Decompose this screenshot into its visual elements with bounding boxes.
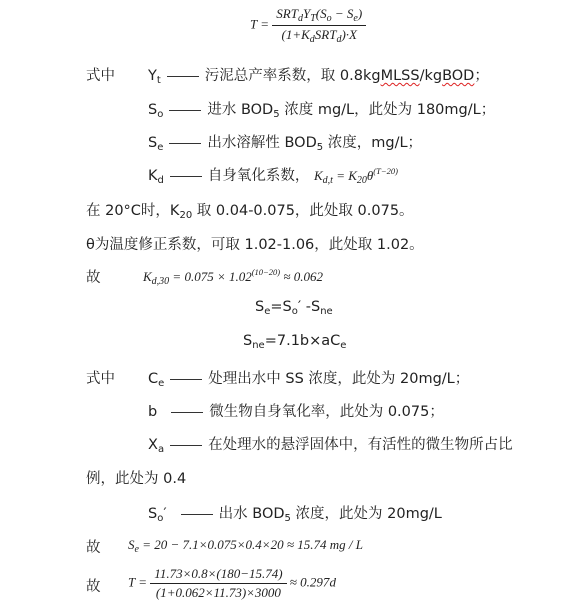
t-calc: T = $\frac{11.73\times 0.8\times(180-15.74)}{(1+0.062\times 11.73)\times 3000}$ ≈ 0.297d: [128, 566, 336, 600]
line-theta: θ为温度修正系数，可取 1.02-1.06，此处取 1.02。: [86, 237, 424, 253]
dash: [170, 176, 202, 177]
def-ce: $C_e$ 处理出水中 SS 浓度，此处为 20mg/L；: [148, 371, 470, 389]
sne-equation: $S_{ne}=7.1b\times aC_e$: [243, 333, 347, 351]
formula-T-fraction: [272, 6, 366, 45]
def-yt: $Y_t$ 污泥总产率系数，取 0.8kgMLSS/kgBOD；: [148, 68, 489, 86]
def-so-prime: $S_o'$ 出水 $BOD_5$ 浓度，此处为 20mg/L: [148, 506, 442, 524]
where-label-2: 式中: [86, 371, 115, 387]
t-calc-numerator: 11.73×0.8×(180−15.74): [150, 566, 286, 584]
dash: [169, 143, 201, 144]
se-equation: $S_e=S_o'$ $-S_{ne}$: [255, 299, 333, 317]
se-calc: $S_e = 20 - 7.1\times 0.075\times 0.4\times 20 \approx 15.74$ mg / L: [128, 537, 363, 555]
def-so: $S_o$ 进水 $BOD_5$ 浓度 mg/L，此处为 180mg/L；: [148, 102, 496, 120]
def-se: $S_e$ 出水溶解性 $BOD_5$ 浓度，mg/L；: [148, 135, 423, 153]
gu-1: 故: [86, 270, 101, 286]
kd30-formula: $K_{d,30} = 0.075 \times 1.02^{(10-20)} \approx 0.062$: [143, 267, 324, 287]
formula-T-denominator: $(1+K_dSRT_d)\cdot X$: [281, 27, 357, 45]
gu-3: 故: [86, 579, 101, 595]
t-calc-fraction: [150, 566, 286, 601]
line-li: 例，此处为 0.4: [86, 471, 187, 487]
formula-T-numerator: $SRT_dY_T(S_o - S_e)$: [272, 6, 366, 26]
def-b: b 微生物自身氧化率，此处为 0.075；: [148, 404, 444, 420]
t-calc-denominator: (1+0.062×11.73)×3000: [155, 585, 281, 600]
dash: [167, 76, 199, 77]
formula-T: [250, 6, 366, 45]
def-xa: $X_a$ 在处理水的悬浮固体中，有活性的微生物所占比: [148, 437, 513, 455]
line-20c: 在 20°C时，$K_{20}$ 取 0.04-0.075，此处取 0.075。: [86, 203, 414, 221]
dash: [169, 110, 201, 111]
def-kd: $K_d$ 自身氧化系数， $K_{d,t} = K_{20}\theta^{(T-20)}$: [148, 166, 398, 186]
dash: [171, 412, 203, 413]
dash: [170, 379, 202, 380]
dash: [181, 514, 213, 515]
dash: [170, 445, 202, 446]
where-label-1: 式中: [86, 68, 115, 84]
gu-2: 故: [86, 540, 101, 556]
kd-formula: $K_{d,t} = K_{20}\theta^{(T-20)}$: [313, 166, 398, 186]
formula-T-lhs: T =: [250, 16, 270, 32]
